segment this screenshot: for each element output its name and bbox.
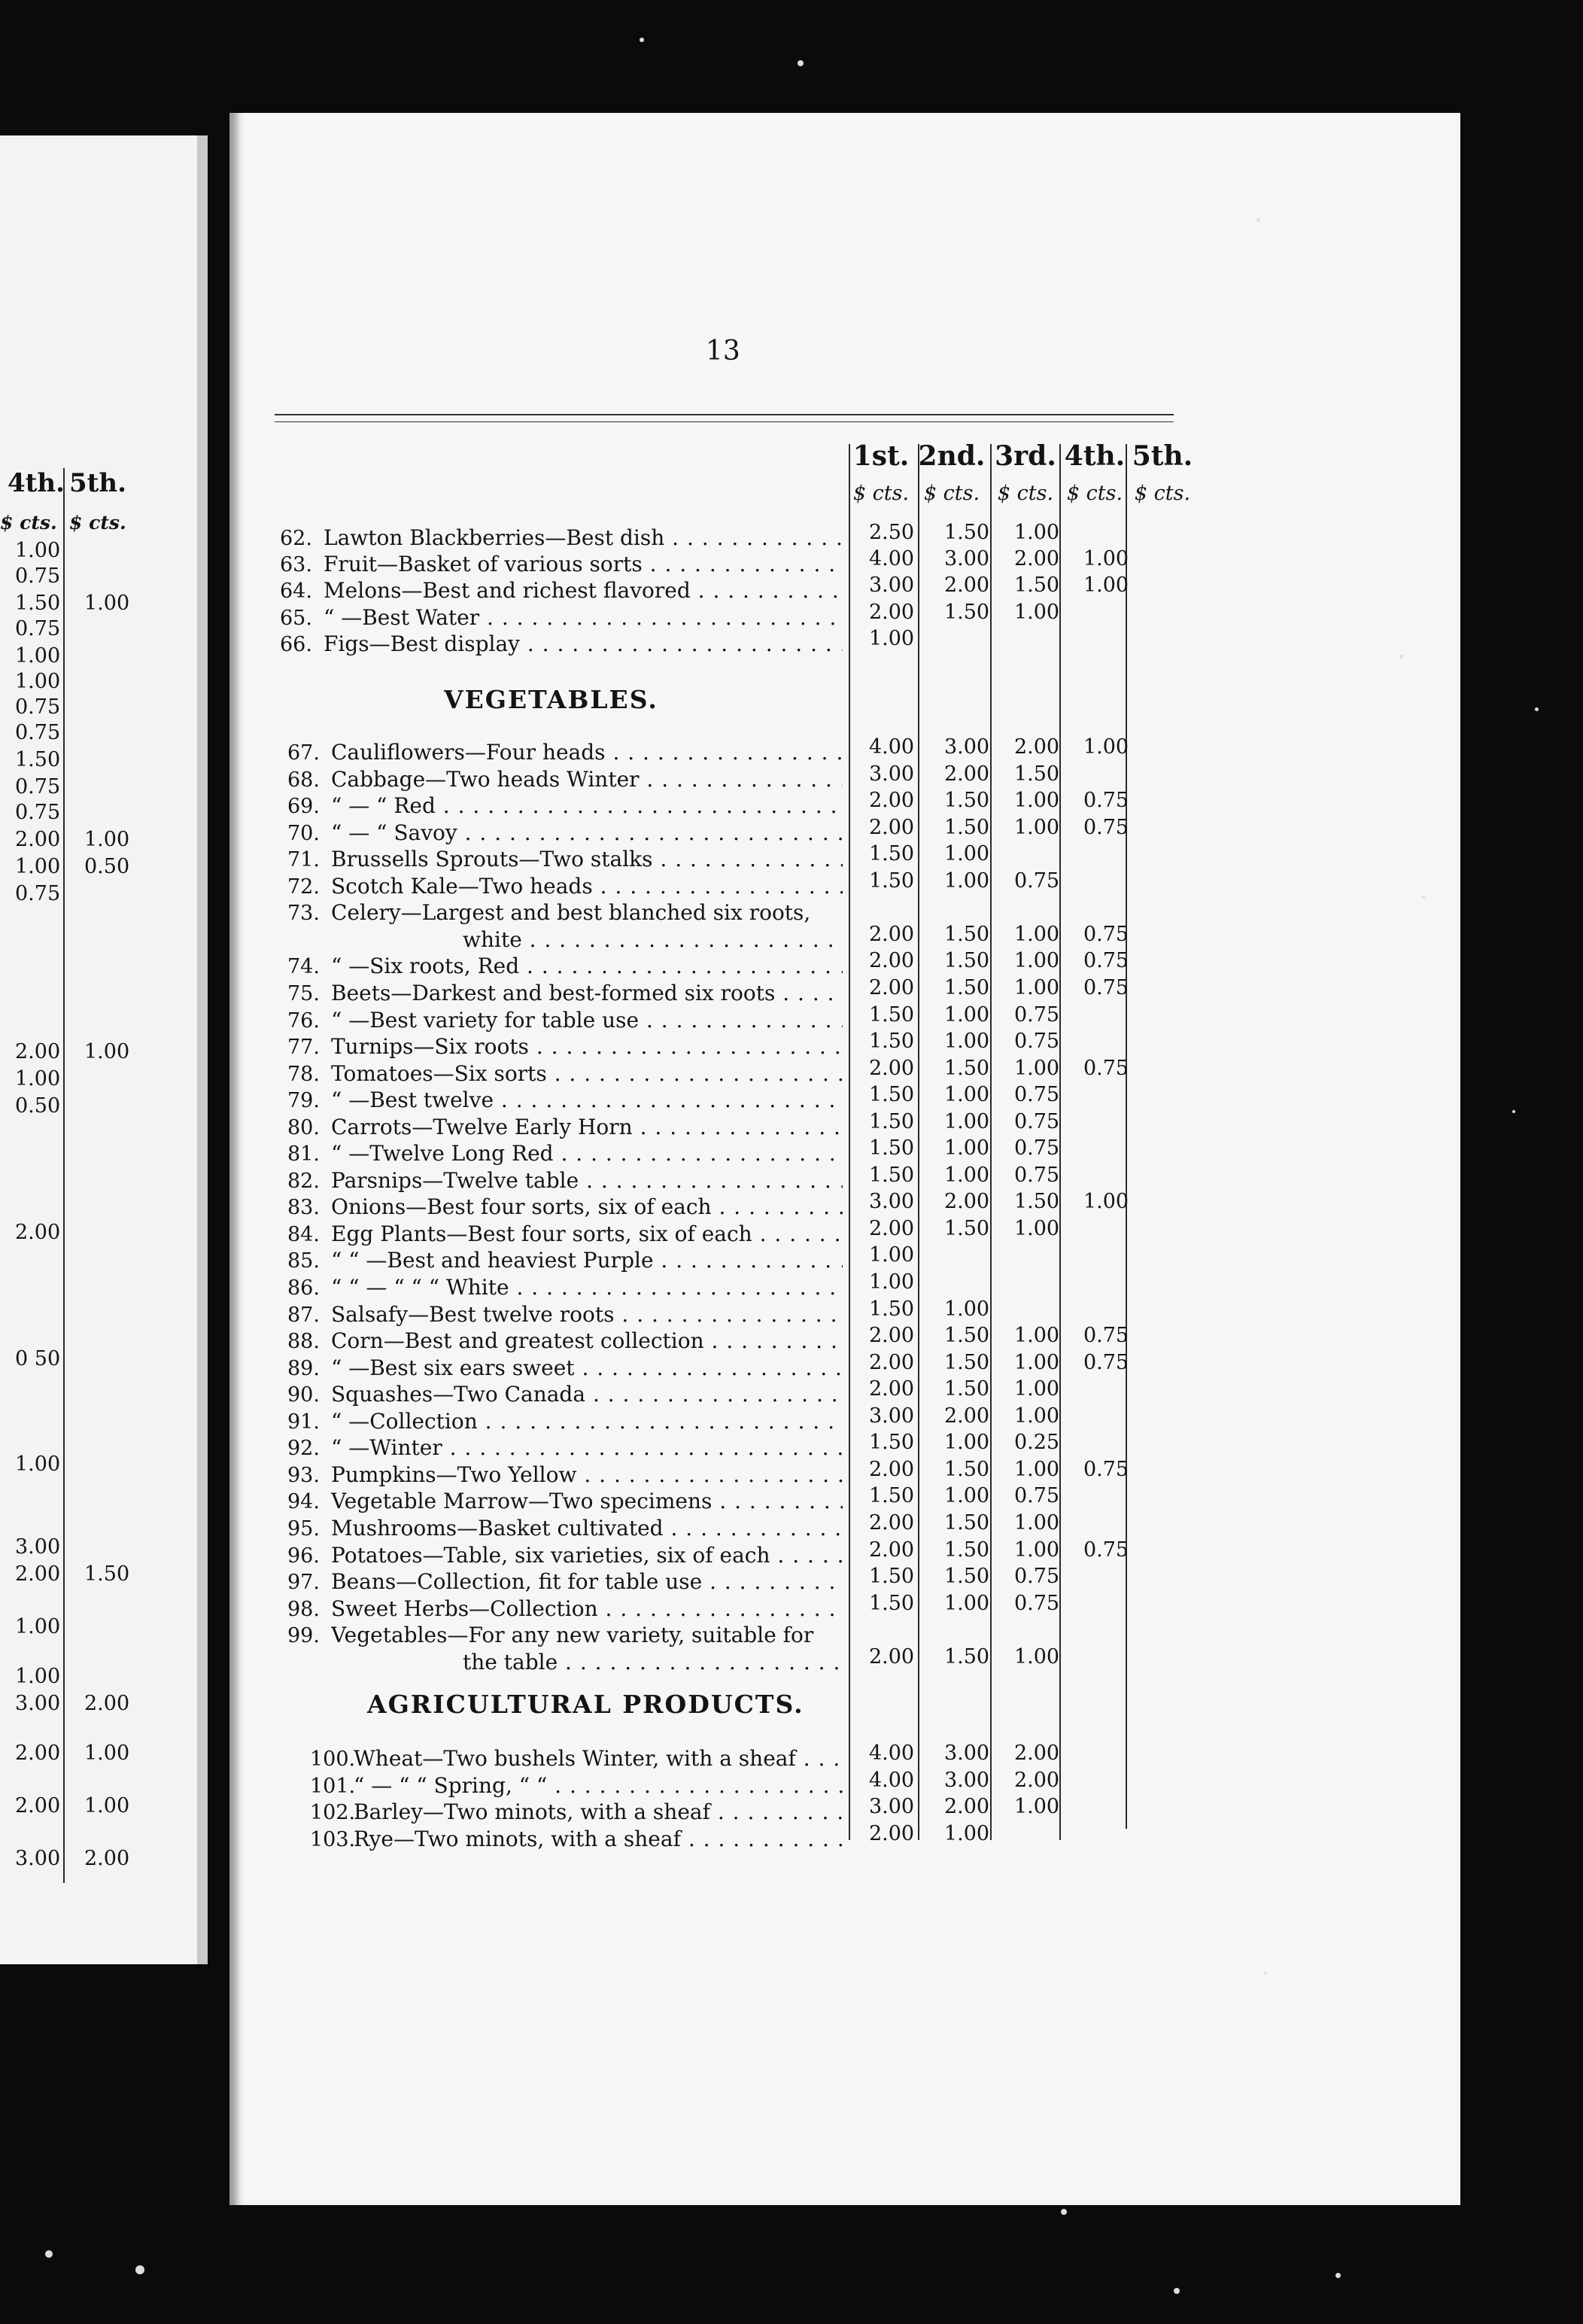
prev-value-4th: 0.75 (15, 775, 61, 798)
prize-value-2: 2.00 (943, 1404, 990, 1428)
row-number: 103. (310, 1828, 356, 1851)
row-number: 70. (287, 822, 320, 845)
prize-value-1: 3.00 (868, 1190, 915, 1213)
prize-value-3: 0.75 (1013, 1164, 1060, 1187)
prev-value-4th: 0.50 (15, 1094, 61, 1118)
row-number: 99. (287, 1624, 320, 1647)
prev-value-4th: 1.00 (15, 1665, 61, 1688)
item-label: Pumpkins—Two Yellow . . . (331, 1462, 843, 1487)
prev-value-4th: 1.50 (15, 748, 61, 771)
scan-speck (1264, 1972, 1267, 1975)
prize-value-1: 1.50 (868, 1003, 915, 1027)
scan-speck (135, 2265, 144, 2274)
prev-value-4th: 3.00 (15, 1692, 61, 1715)
prize-value-3: 1.00 (1013, 1538, 1060, 1562)
prize-value-2: 1.50 (943, 1538, 990, 1562)
item-label: “ —Twelve Long Red . . . (331, 1141, 843, 1166)
row-number: 68. (287, 768, 320, 792)
prize-value-1: 1.00 (868, 627, 915, 650)
scan-speck (1535, 707, 1539, 711)
item-label: Cauliflowers—Four heads . . . (331, 740, 843, 765)
item-label: “ —Best six ears sweet . . . (331, 1355, 843, 1380)
row-number: 101. (310, 1775, 356, 1798)
prize-value-3: 0.75 (1013, 1136, 1060, 1160)
item-label: Cabbage—Two heads Winter . . . (331, 767, 843, 792)
prev-column-rule (63, 468, 65, 1883)
item-label: Sweet Herbs—Collection . . . (331, 1596, 843, 1621)
prize-value-1: 2.00 (868, 1511, 915, 1535)
prize-value-1: 3.00 (868, 573, 915, 597)
item-label: Vegetable Marrow—Two specimens . . . (331, 1489, 843, 1513)
prize-value-1: 4.00 (868, 735, 915, 759)
prev-value-5th: 1.00 (84, 828, 130, 851)
prize-value-1: 2.00 (868, 1324, 915, 1347)
prize-value-1: 1.00 (868, 1270, 915, 1294)
prev-value-4th: 3.00 (15, 1535, 61, 1559)
prev-value-4th: 2.00 (15, 1741, 61, 1765)
item-label: Onions—Best four sorts, six of each . . . (331, 1194, 843, 1219)
prize-value-1: 2.00 (868, 1057, 915, 1080)
prize-value-1: 2.00 (868, 1645, 915, 1668)
prize-value-1: 1.50 (868, 1030, 915, 1053)
item-label: Scotch Kale—Two heads . . . (331, 874, 843, 899)
top-rule (275, 414, 1174, 415)
prize-value-4: 1.00 (1083, 1190, 1129, 1213)
prize-value-2: 3.00 (943, 547, 990, 570)
row-number: 91. (287, 1410, 320, 1434)
row-number: 97. (287, 1571, 320, 1594)
row-number: 78. (287, 1063, 320, 1086)
row-number: 98. (287, 1598, 320, 1621)
row-number: 73. (287, 902, 320, 925)
prize-value-1: 1.50 (868, 869, 915, 893)
prize-value-4: 0.75 (1083, 1351, 1129, 1374)
column-rule-5 (1126, 444, 1127, 1829)
prize-value-3: 1.00 (1013, 949, 1060, 972)
prize-value-1: 1.50 (868, 1083, 915, 1106)
prev-header-4: 4th. (8, 468, 65, 498)
prize-value-3: 1.00 (1013, 601, 1060, 624)
prev-value-4th: 1.50 (15, 592, 61, 615)
prize-value-3: 0.75 (1013, 1003, 1060, 1027)
prize-value-3: 0.75 (1013, 1030, 1060, 1053)
prize-value-3: 2.00 (1013, 1741, 1060, 1765)
row-number: 89. (287, 1357, 320, 1380)
prize-value-2: 1.00 (943, 1083, 990, 1106)
prize-value-1: 2.00 (868, 923, 915, 946)
scan-speck (1256, 218, 1260, 222)
prize-value-2: 3.00 (943, 1741, 990, 1765)
row-number: 93. (287, 1464, 320, 1487)
prize-value-3: 1.00 (1013, 923, 1060, 946)
prize-value-3: 1.00 (1013, 816, 1060, 839)
prize-value-3: 2.00 (1013, 1769, 1060, 1792)
prize-value-2: 3.00 (943, 1769, 990, 1792)
currency-2: $ cts. (923, 482, 980, 505)
item-label: “ —Best Water . . . (324, 605, 843, 630)
item-label: Wheat—Two bushels Winter, with a sheaf . . . (354, 1746, 843, 1771)
prize-value-3: 1.00 (1013, 1795, 1060, 1818)
prize-value-1: 1.50 (868, 1565, 915, 1588)
prize-value-3: 0.75 (1013, 1083, 1060, 1106)
prize-value-1: 1.50 (868, 1431, 915, 1454)
prize-value-2: 1.00 (943, 1822, 990, 1845)
prize-value-4: 1.00 (1083, 573, 1129, 597)
prev-value-4th: 2.00 (15, 828, 61, 851)
item-label: Brussells Sprouts—Two stalks . . . (331, 847, 843, 872)
prev-value-4th: 1.00 (15, 855, 61, 878)
header-4: 4th. (1064, 440, 1126, 472)
item-label: Salsafy—Best twelve roots . . . (331, 1302, 843, 1327)
prize-value-3: 0.25 (1013, 1431, 1060, 1454)
prize-value-3: 1.00 (1013, 1645, 1060, 1668)
row-number: 65. (280, 607, 312, 630)
prize-value-3: 1.00 (1013, 1324, 1060, 1347)
prize-value-4: 0.75 (1083, 1458, 1129, 1481)
row-number: 95. (287, 1517, 320, 1541)
prize-value-2: 1.50 (943, 1645, 990, 1668)
row-number: 80. (287, 1116, 320, 1139)
prize-value-2: 1.50 (943, 1351, 990, 1374)
item-label: Potatoes—Table, six varieties, six of each . . . (331, 1543, 843, 1568)
prize-value-2: 1.50 (943, 816, 990, 839)
item-label: “ —Collection . . . (331, 1409, 843, 1434)
row-number: 87. (287, 1303, 320, 1327)
prize-value-3: 0.75 (1013, 1484, 1060, 1507)
top-rule-2 (275, 421, 1174, 422)
prev-value-5th: 2.00 (84, 1847, 130, 1870)
currency-1: $ cts. (852, 482, 910, 505)
scan-speck (1422, 896, 1425, 899)
prize-value-2: 2.00 (943, 1190, 990, 1213)
row-number: 67. (287, 741, 320, 765)
prize-value-4: 0.75 (1083, 949, 1129, 972)
prev-value-4th: 1.00 (15, 1067, 61, 1091)
prev-value-4th: 0.75 (15, 721, 61, 744)
prize-value-2: 1.50 (943, 1565, 990, 1588)
prize-value-1: 1.00 (868, 1243, 915, 1267)
prev-value-4th: 0.75 (15, 617, 61, 640)
prev-value-4th: 2.00 (15, 1794, 61, 1818)
prize-value-3: 2.00 (1013, 735, 1060, 759)
row-number: 76. (287, 1009, 320, 1033)
prev-value-5th: 1.00 (84, 1741, 130, 1765)
row-number: 72. (287, 875, 320, 899)
scan-speck (1174, 2288, 1180, 2294)
prize-value-1: 1.50 (868, 1297, 915, 1321)
prize-value-1: 2.00 (868, 601, 915, 624)
prev-value-4th: 0 50 (15, 1347, 61, 1370)
prize-value-1: 2.00 (868, 816, 915, 839)
prize-value-3: 0.75 (1013, 1592, 1060, 1615)
prev-value-4th: 3.00 (15, 1847, 61, 1870)
prize-value-2: 1.00 (943, 1110, 990, 1133)
prev-value-4th: 0.75 (15, 564, 61, 588)
prize-value-2: 1.50 (943, 1458, 990, 1481)
prize-value-2: 1.00 (943, 1431, 990, 1454)
prev-value-4th: 0.75 (15, 882, 61, 905)
row-number: 74. (287, 955, 320, 978)
item-label: “ —Best variety for table use . . . (331, 1008, 843, 1033)
prize-value-3: 0.75 (1013, 1110, 1060, 1133)
prize-value-3: 2.00 (1013, 547, 1060, 570)
prize-value-1: 1.50 (868, 1484, 915, 1507)
header-3: 3rd. (995, 440, 1056, 472)
prize-value-1: 4.00 (868, 1741, 915, 1765)
item-label: “ “ —Best and heaviest Purple . . . (331, 1248, 843, 1273)
row-number: 82. (287, 1170, 320, 1193)
scan-speck (1399, 655, 1403, 659)
section-title-vegetables: VEGETABLES. (444, 685, 658, 714)
page-number: 13 (706, 336, 740, 367)
prize-value-1: 4.00 (868, 547, 915, 570)
prize-value-1: 2.00 (868, 1538, 915, 1562)
prize-value-2: 1.00 (943, 1136, 990, 1160)
prev-value-5th: 2.00 (84, 1692, 130, 1715)
scan-speck (45, 2250, 53, 2258)
prize-value-1: 1.50 (868, 1110, 915, 1133)
prize-value-3: 1.00 (1013, 1404, 1060, 1428)
row-number: 66. (280, 633, 312, 656)
prize-value-2: 1.00 (943, 869, 990, 893)
prize-value-2: 1.00 (943, 1297, 990, 1321)
item-label: Rye—Two minots, with a sheaf . . . (354, 1827, 843, 1851)
prev-value-4th: 1.00 (15, 644, 61, 668)
prize-value-3: 1.00 (1013, 1217, 1060, 1240)
prize-value-3: 1.00 (1013, 1511, 1060, 1535)
row-number: 85. (287, 1249, 320, 1273)
prize-value-1: 2.00 (868, 789, 915, 812)
prize-value-3: 0.75 (1013, 1565, 1060, 1588)
item-label: Figs—Best display . . . (324, 631, 843, 656)
prize-value-4: 1.00 (1083, 735, 1129, 759)
currency-5: $ cts. (1134, 482, 1191, 505)
item-label: “ —Winter . . . (331, 1435, 843, 1460)
prize-value-2: 1.50 (943, 1377, 990, 1401)
prize-value-2: 1.50 (943, 1511, 990, 1535)
prize-value-3: 1.00 (1013, 1057, 1060, 1080)
prev-value-4th: 0.75 (15, 801, 61, 824)
column-rule-1 (849, 444, 850, 1840)
prev-value-5th: 1.50 (84, 1562, 130, 1586)
prize-value-2: 1.50 (943, 976, 990, 999)
row-number: 63. (280, 553, 312, 576)
row-number: 84. (287, 1223, 320, 1246)
row-number: 62. (280, 527, 312, 550)
item-label: Beets—Darkest and best-formed six roots . . . (331, 981, 843, 1005)
row-number: 71. (287, 848, 320, 872)
prize-value-2: 1.50 (943, 949, 990, 972)
item-label: Melons—Best and richest flavored . . . (324, 578, 843, 603)
prize-value-2: 1.50 (943, 923, 990, 946)
scan-speck (1335, 2273, 1341, 2278)
item-label: Turnips—Six roots . . . (331, 1034, 843, 1059)
prize-value-4: 0.75 (1083, 976, 1129, 999)
item-label: Parsnips—Twelve table . . . (331, 1168, 843, 1193)
header-1: 1st. (852, 440, 910, 472)
prize-value-4: 1.00 (1083, 547, 1129, 570)
prize-value-2: 1.00 (943, 1592, 990, 1615)
currency-4: $ cts. (1066, 482, 1123, 505)
prev-currency-5: $ cts. (69, 512, 126, 534)
prize-value-3: 0.75 (1013, 869, 1060, 893)
prize-value-3: 1.00 (1013, 1351, 1060, 1374)
prev-value-4th: 1.00 (15, 670, 61, 693)
item-label: Celery—Largest and best blanched six roots, (331, 900, 811, 925)
item-label: “ —Best twelve . . . (331, 1087, 843, 1112)
item-label: Fruit—Basket of various sorts . . . (324, 552, 843, 576)
prev-value-5th: 1.00 (84, 1794, 130, 1818)
prize-value-1: 2.00 (868, 1458, 915, 1481)
prize-value-3: 1.50 (1013, 573, 1060, 597)
prize-value-1: 4.00 (868, 1769, 915, 1792)
prize-value-2: 1.50 (943, 789, 990, 812)
prize-value-2: 2.00 (943, 762, 990, 786)
prize-value-2: 1.50 (943, 521, 990, 544)
item-label: the table . . . (463, 1650, 843, 1675)
prize-value-4: 0.75 (1083, 923, 1129, 946)
prize-value-3: 1.00 (1013, 521, 1060, 544)
row-number: 77. (287, 1036, 320, 1059)
prize-value-3: 1.00 (1013, 789, 1060, 812)
prev-value-5th: 1.00 (84, 1040, 130, 1063)
row-number: 90. (287, 1383, 320, 1407)
prize-value-4: 0.75 (1083, 1057, 1129, 1080)
prize-value-3: 1.00 (1013, 976, 1060, 999)
prize-value-1: 2.00 (868, 1822, 915, 1845)
prize-value-2: 1.00 (943, 1484, 990, 1507)
scan-speck (1512, 1110, 1515, 1113)
prev-value-4th: 2.00 (15, 1040, 61, 1063)
row-number: 96. (287, 1544, 320, 1568)
item-label: Corn—Best and greatest collection . . . (331, 1328, 843, 1353)
row-number: 92. (287, 1437, 320, 1460)
item-label: “ — “ Savoy . . . (331, 820, 843, 845)
scan-speck (640, 38, 644, 42)
prize-value-2: 1.00 (943, 1030, 990, 1053)
scan-speck (1061, 2209, 1067, 2215)
row-number: 100. (310, 1748, 356, 1771)
prize-value-2: 1.00 (943, 1164, 990, 1187)
row-number: 81. (287, 1142, 320, 1166)
prize-value-2: 1.00 (943, 842, 990, 865)
prize-value-1: 3.00 (868, 1404, 915, 1428)
header-5: 5th. (1132, 440, 1193, 472)
prev-value-4th: 1.00 (15, 539, 61, 562)
prev-value-4th: 2.00 (15, 1221, 61, 1244)
prize-value-2: 1.50 (943, 1057, 990, 1080)
scan-speck (798, 60, 804, 66)
prize-value-2: 3.00 (943, 735, 990, 759)
item-label: Lawton Blackberries—Best dish . . . (324, 525, 843, 550)
prize-value-2: 2.00 (943, 573, 990, 597)
row-number: 79. (287, 1089, 320, 1112)
prize-value-2: 1.00 (943, 1003, 990, 1027)
item-label: “ — “ Red . . . (331, 793, 843, 818)
item-label: “ — “ “ Spring, “ “ . . . (354, 1773, 843, 1798)
prize-value-3: 1.00 (1013, 1458, 1060, 1481)
prize-value-1: 2.00 (868, 1377, 915, 1401)
item-label: Beans—Collection, fit for table use . . . (331, 1569, 843, 1594)
item-label: Squashes—Two Canada . . . (331, 1382, 843, 1407)
item-label: “ —Six roots, Red . . . (331, 954, 843, 978)
item-label: Tomatoes—Six sorts . . . (331, 1061, 843, 1086)
prize-value-1: 1.50 (868, 842, 915, 865)
prize-value-1: 2.00 (868, 949, 915, 972)
prize-value-2: 2.00 (943, 1795, 990, 1818)
row-number: 69. (287, 795, 320, 818)
item-label: “ “ — “ “ “ White . . . (331, 1275, 843, 1300)
prize-value-1: 2.50 (868, 521, 915, 544)
item-label: Egg Plants—Best four sorts, six of each . . . (331, 1221, 843, 1246)
prev-currency-4: $ cts. (0, 512, 57, 534)
prev-value-5th: 1.00 (84, 592, 130, 615)
prev-value-5th: 0.50 (84, 855, 130, 878)
prize-value-2: 1.50 (943, 1324, 990, 1347)
prev-value-4th: 1.00 (15, 1615, 61, 1638)
prize-value-3: 1.50 (1013, 762, 1060, 786)
row-number: 86. (287, 1276, 320, 1300)
prize-value-1: 3.00 (868, 1795, 915, 1818)
prize-value-3: 1.50 (1013, 1190, 1060, 1213)
prize-value-2: 1.50 (943, 601, 990, 624)
prize-value-4: 0.75 (1083, 816, 1129, 839)
row-number: 102. (310, 1801, 356, 1824)
prev-value-4th: 0.75 (15, 695, 61, 719)
prev-header-5: 5th. (69, 468, 126, 498)
item-label: Carrots—Twelve Early Horn . . . (331, 1115, 843, 1139)
prize-value-1: 2.00 (868, 1217, 915, 1240)
row-number: 64. (280, 579, 312, 603)
item-label: Mushrooms—Basket cultivated . . . (331, 1516, 843, 1541)
prize-value-1: 3.00 (868, 762, 915, 786)
row-number: 88. (287, 1330, 320, 1353)
prev-value-4th: 1.00 (15, 1452, 61, 1476)
row-number: 75. (287, 982, 320, 1005)
prize-value-1: 1.50 (868, 1592, 915, 1615)
prize-value-1: 2.00 (868, 1351, 915, 1374)
section-title-agricultural: AGRICULTURAL PRODUCTS. (367, 1690, 804, 1719)
row-number: 83. (287, 1196, 320, 1219)
item-label: Vegetables—For any new variety, suitable for (331, 1623, 814, 1647)
prize-value-3: 1.00 (1013, 1377, 1060, 1401)
prize-value-4: 0.75 (1083, 1538, 1129, 1562)
prize-value-4: 0.75 (1083, 1324, 1129, 1347)
item-label: white . . . (463, 927, 843, 952)
item-label: Barley—Two minots, with a sheaf . . . (354, 1799, 843, 1824)
prev-value-4th: 2.00 (15, 1562, 61, 1586)
currency-3: $ cts. (997, 482, 1054, 505)
row-number: 94. (287, 1490, 320, 1513)
header-2: 2nd. (918, 440, 986, 472)
prize-value-1: 2.00 (868, 976, 915, 999)
prize-value-1: 1.50 (868, 1164, 915, 1187)
prize-value-1: 1.50 (868, 1136, 915, 1160)
prize-value-2: 1.50 (943, 1217, 990, 1240)
prize-value-4: 0.75 (1083, 789, 1129, 812)
